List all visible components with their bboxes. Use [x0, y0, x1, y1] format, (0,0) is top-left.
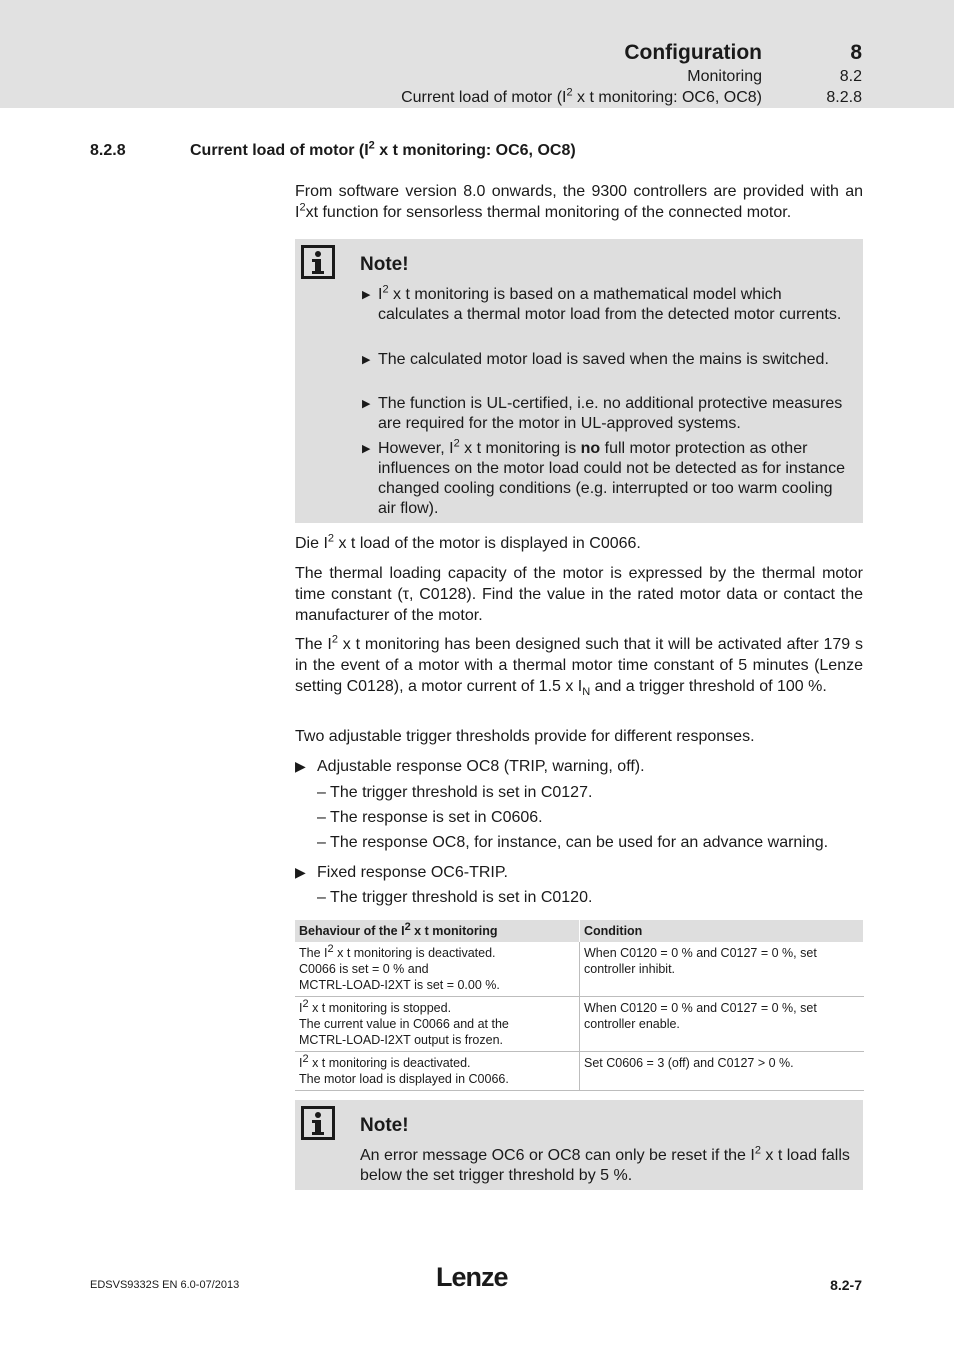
note-text: An error message OC6 or OC8 can only be reset if the $I^2$ x t load falls below the set trigger threshold by 5 %.: [360, 1144, 850, 1184]
table-cell: When C0120 = 0 % and C0127 = 0 %, set controller enable.: [580, 997, 864, 1052]
subsection-number: 8.2.8: [826, 89, 862, 106]
chapter-number: 8: [850, 41, 862, 64]
table-cell: $I^2$ x t monitoring is deactivated. The motor load is displayed in C0066.: [295, 1052, 580, 1091]
table-cell: The $I^2$ x t monitoring is deactivated. C0066 is set = 0 % and MCTRL-LOAD-I2XT is set = 0.00 %.: [295, 942, 580, 997]
table-cell: $I^2$ x t monitoring is stopped. The current value in C0066 and at the MCTRL-LOAD-I2XT output is frozen.: [295, 997, 580, 1052]
subsection-title: Current load of motor ($I^2$ x t monitoring: OC6, OC8): [401, 86, 762, 106]
section-number: 8.2: [839, 68, 862, 85]
header-section: [687, 68, 862, 86]
header-chapter: [624, 41, 862, 65]
table-header-cell: Behaviour of the $I^2$ x t monitoring: [295, 920, 580, 942]
info-icon: [301, 1106, 335, 1140]
note-title: Note!: [360, 254, 409, 275]
note-bullet: ▶ $I^2$ x t monitoring is based on a mathematical model which calculates a thermal motor load from the detected motor currents.: [362, 283, 842, 323]
list-subitem: – The response OC8, for instance, can be used for an advance warning.: [317, 834, 829, 851]
section-heading-number: 8.2.8: [90, 142, 126, 159]
paragraph-thermal-capacity: The thermal loading capacity of the motor is expressed by the thermal motor time constant (τ, C0128). Find the value in the rated motor data or contact the manufacturer of the motor.: [295, 565, 863, 624]
lenze-logo: Lenze: [436, 1262, 508, 1292]
table-header-cell: Condition: [580, 920, 864, 942]
behaviour-table: [295, 920, 864, 1091]
section-title: Monitoring: [687, 68, 762, 85]
list-subitem: – The trigger threshold is set in C0127.: [317, 784, 593, 801]
table-row: [295, 1052, 864, 1091]
triangle-bullet-icon: ▶: [295, 758, 306, 774]
list-subitem: – The response is set in C0606.: [317, 809, 543, 826]
section-heading: [90, 139, 576, 160]
paragraph-activation: The $I^2$ x t monitoring has been designed such that it will be activated after 179 s in the event of a motor with a thermal motor time constant of 5 minutes (Lenze setting C0128), a motor current of 1.5 x $I_N$ and a trigger threshold of 100 %.: [295, 633, 863, 699]
note-title: Note!: [360, 1115, 409, 1136]
triangle-bullet-icon: ▶: [362, 289, 371, 301]
table-cell: When C0120 = 0 % and C0127 = 0 %, set controller inhibit.: [580, 942, 864, 997]
triangle-bullet-icon: ▶: [295, 864, 306, 880]
table-cell: Set C0606 = 3 (off) and C0127 > 0 %.: [580, 1052, 864, 1091]
triangle-bullet-icon: ▶: [362, 398, 371, 410]
section-heading-title: Current load of motor ($I^2$ x t monitoring: OC6, OC8): [190, 139, 576, 159]
list-item: ▶ Adjustable response OC8 (TRIP, warning, off).: [295, 758, 645, 775]
info-icon: [301, 245, 335, 279]
note-box: [295, 239, 863, 523]
note-bullet: ▶ However, $I^2$ x t monitoring is no full motor protection as other influences on the motor load could not be detected as for instance changed cooling conditions (e.g. interrupted or too warm cooling air flow).: [362, 437, 845, 517]
table-row: [295, 942, 864, 997]
triangle-bullet-icon: ▶: [362, 443, 371, 455]
paragraph-thresholds: Two adjustable trigger thresholds provide for different responses.: [295, 728, 755, 745]
paragraph-load-display: Die $I^2$ x t load of the motor is displayed in C0066.: [295, 532, 641, 552]
note-bullet: ▶ The calculated motor load is saved when the mains is switched.: [362, 351, 829, 368]
chapter-title: Configuration: [624, 41, 762, 64]
intro-paragraph: From software version 8.0 onwards, the 9300 controllers are provided with an $I^2xt$ function for sensorless thermal monitoring of the connected motor.: [295, 183, 863, 221]
list-subitem: – The trigger threshold is set in C0120.: [317, 889, 593, 906]
header-subsection: [401, 86, 862, 107]
note-bullet: ▶ The function is UL-certified, i.e. no additional protective measures are required for the motor in UL-approved systems.: [362, 395, 843, 432]
list-item: ▶ Fixed response OC6-TRIP.: [295, 864, 508, 881]
table-row: [295, 997, 864, 1052]
footer-doc-id: EDSVS9332S EN 6.0-07/2013: [90, 1279, 240, 1291]
page-header: [0, 0, 954, 108]
page-number: 8.2-7: [830, 1277, 862, 1293]
triangle-bullet-icon: ▶: [362, 354, 371, 366]
table-header-row: [295, 920, 864, 942]
note-box: [295, 1100, 863, 1190]
